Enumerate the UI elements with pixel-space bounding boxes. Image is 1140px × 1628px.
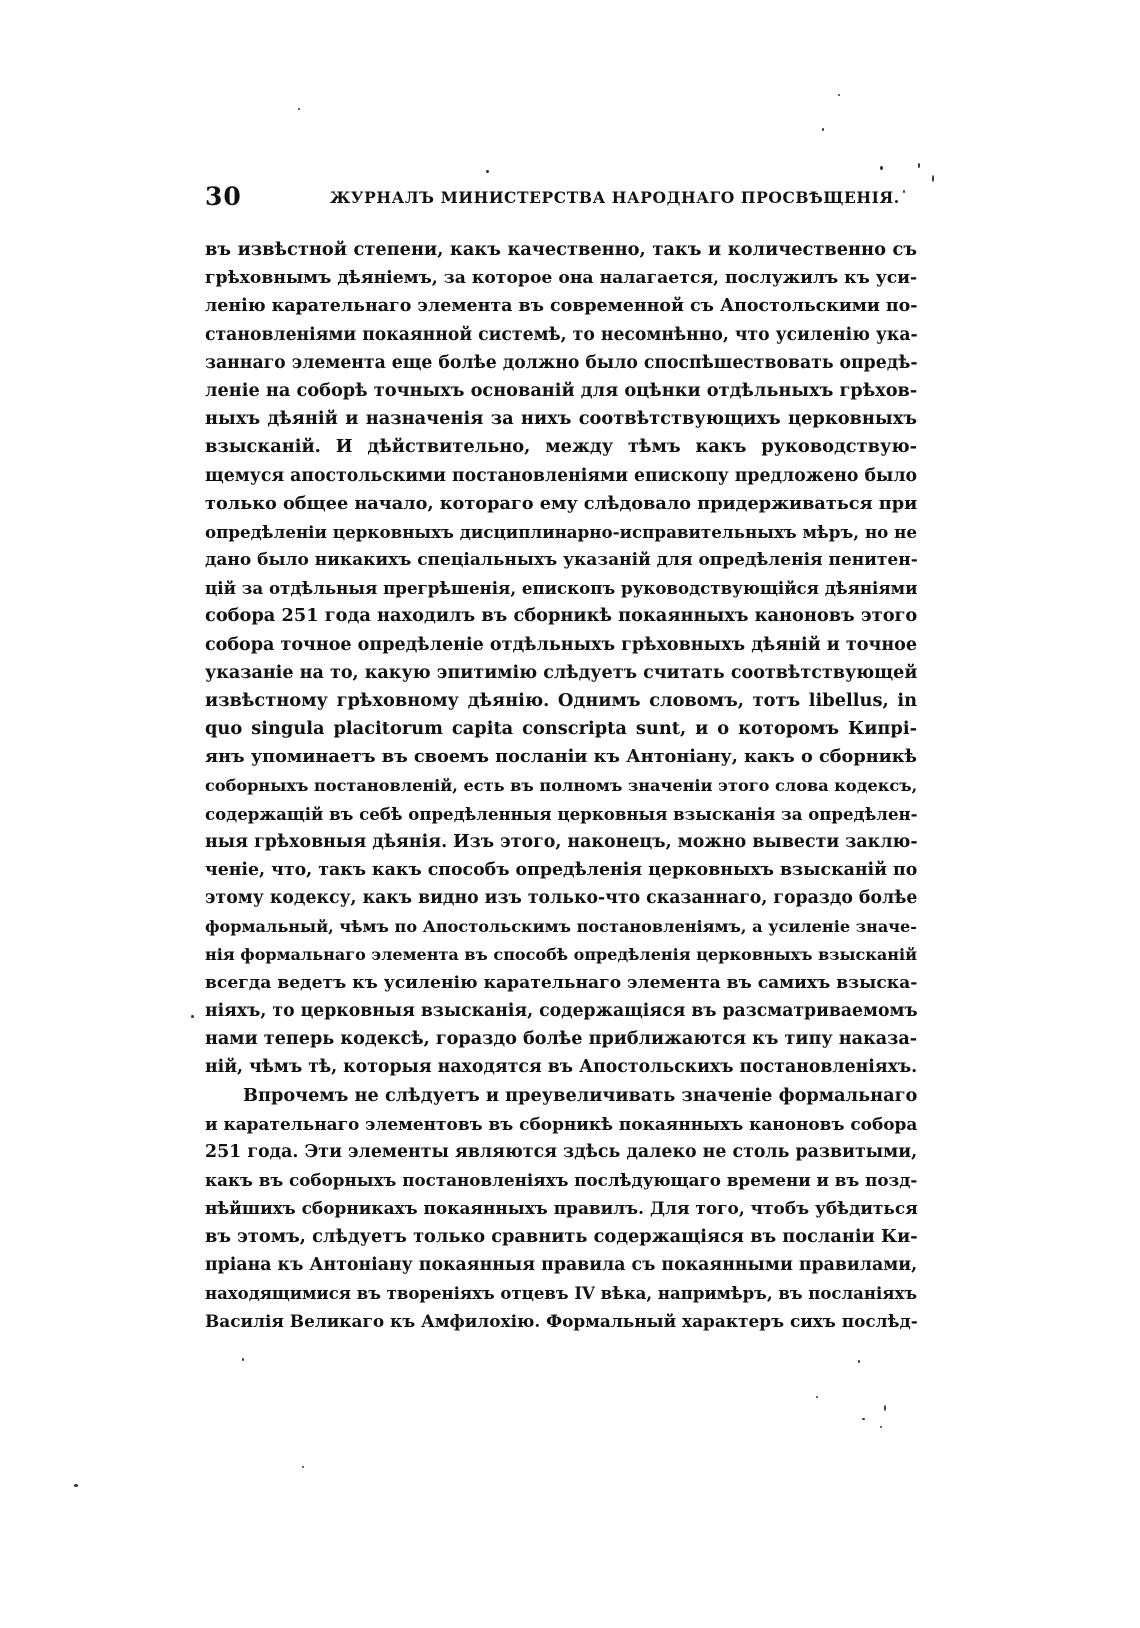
text-line: взысканій. И дѣйствительно, между тѣмъ какъ руководствую-: [205, 436, 917, 458]
body-text: [205, 236, 917, 1335]
scan-speck: [858, 1360, 860, 1363]
scan-speck: [486, 170, 489, 173]
text-line: нія формальнаго элемента въ способѣ опредѣленія церковныхъ взысканій: [205, 944, 917, 964]
text-line: только общее начало, котораго ему слѣдовало придерживаться при: [205, 492, 918, 514]
scan-speck: [816, 1396, 818, 1398]
text-line-paragraph-start: Впрочемъ не слѣдуетъ и преувеличивать значеніе формальнаго: [243, 1084, 918, 1106]
text-line: 251 года. Эти элементы являются здѣсь далеко не столь развитыми,: [205, 1142, 918, 1162]
scan-speck: [298, 108, 300, 110]
text-line: извѣстному грѣховному дѣянію. Однимъ словомъ, тотъ libellus, in: [205, 690, 917, 711]
scan-speck: [880, 1426, 882, 1428]
scan-speck: [880, 166, 883, 170]
text-line: опредѣленіи церковныхъ дисциплинарно-исправительныхъ мѣръ, но не: [205, 521, 917, 542]
scan-speck: [862, 1418, 865, 1420]
scan-speck: [191, 1015, 194, 1018]
scan-speck: [74, 1484, 78, 1487]
scan-speck: [822, 128, 824, 131]
scan-speck: [884, 1405, 886, 1411]
text-line: Василія Великаго къ Амфилохію. Формальный характеръ сихъ послѣд-: [205, 1311, 918, 1332]
text-line: ленію карательнаго элемента въ современной съ Апостольскими по-: [205, 296, 918, 317]
journal-title: ЖУРНАЛЪ МИНИСТЕРСТВА НАРОДНАГО ПРОСВѢЩЕНІЯ.: [330, 188, 900, 207]
text-line: становленіями покаянной системѣ, то несомнѣнно, что усиленію ука-: [205, 324, 918, 345]
text-line: ченіе, что, такъ какъ способъ опредѣленія церковныхъ взысканій по: [205, 860, 918, 881]
text-line: ныхъ дѣяній и назначенія за нихъ соотвѣтствующихъ церковныхъ: [205, 408, 917, 430]
text-line: находящимися въ твореніяхъ отцевъ IV вѣка, напримѣръ, въ посланіяхъ: [205, 1282, 917, 1303]
text-line: нѣйшихъ сборникахъ покаянныхъ правилъ. Для того, чтобъ убѣдиться: [205, 1198, 918, 1219]
text-line: янъ упоминаетъ въ своемъ посланіи къ Антоніану, какъ о сборникѣ: [205, 746, 917, 768]
text-line: собора 251 года находилъ въ сборникѣ покаянныхъ каноновъ этого: [205, 605, 918, 627]
scan-speck: [918, 163, 920, 168]
scan-speck: [903, 190, 905, 193]
text-line: указаніе на то, какую эпитимію слѣдуетъ считать соотвѣтствующей: [205, 662, 918, 683]
text-line: леніе на соборѣ точныхъ основаній для оцѣнки отдѣльныхъ грѣхов-: [205, 379, 918, 401]
page-number: 30: [205, 182, 242, 211]
text-line: въ этомъ, слѣдуетъ только сравнить содержащіяся въ посланіи Ки-: [205, 1225, 918, 1247]
text-line: формальный, чѣмъ по Апостольскимъ постановленіямъ, а усиленіе значе-: [205, 916, 917, 936]
text-line: и карательнаго элементовъ въ сборникѣ покаянныхъ каноновъ собора: [205, 1113, 918, 1134]
text-line: quo singula placitorum capita conscripta sunt, и о которомъ Кипрі-: [205, 718, 917, 740]
text-line: ныя грѣховныя дѣянія. Изъ этого, наконецъ, можно вывести заклю-: [205, 831, 918, 852]
text-line: въ извѣстной степени, какъ качественно, такъ и количественно съ: [205, 239, 917, 260]
text-line: дано было никакихъ спеціальныхъ указаній для опредѣленія пенитен-: [205, 550, 918, 571]
text-line: содержащій въ себѣ опредѣленныя церковныя взысканія за опредѣлен-: [205, 803, 918, 824]
running-head: [205, 182, 920, 212]
scan-speck: [302, 1466, 304, 1468]
text-line: соборныхъ постановленій, есть въ полномъ значеніи этого слова кодексъ,: [205, 775, 918, 795]
text-line: собора точное опредѣленіе отдѣльныхъ грѣховныхъ дѣяній и точное: [205, 634, 917, 655]
text-line: ніяхъ, то церковныя взысканія, содержащіяся въ разсматриваемомъ: [205, 1001, 918, 1022]
scan-speck: [838, 94, 840, 96]
text-line: этому кодексу, какъ видно изъ только-что сказаннаго, гораздо болѣе: [205, 888, 918, 909]
text-line: пріана къ Антоніану покаянныя правила съ покаянными правилами,: [205, 1254, 918, 1275]
scan-speck: [932, 175, 934, 182]
text-line-paragraph-end: ній, чѣмъ тѣ, которыя находятся въ Апостольскихъ постановленіяхъ.: [205, 1057, 918, 1078]
text-line: всегда ведетъ къ усиленію карательнаго элемента въ самихъ взыска-: [205, 972, 918, 993]
text-line: щемуся апостольскими постановленіями епископу предложено было: [205, 465, 918, 486]
scan-speck: [242, 1358, 244, 1361]
text-line: грѣховнымъ дѣяніемъ, за которое она налагается, послужилъ къ уси-: [205, 268, 918, 289]
text-line: заннаго элемента еще болѣе должно было споспѣшествовать опредѣ-: [205, 352, 918, 373]
text-line: какъ въ соборныхъ постановленіяхъ послѣдующаго времени и въ позд-: [205, 1170, 918, 1191]
text-line: цій за отдѣльныя прегрѣшенія, епископъ руководствующійся дѣяніями: [205, 578, 918, 599]
text-line: нами теперь кодексѣ, гораздо болѣе приближаются къ типу наказа-: [205, 1028, 918, 1050]
